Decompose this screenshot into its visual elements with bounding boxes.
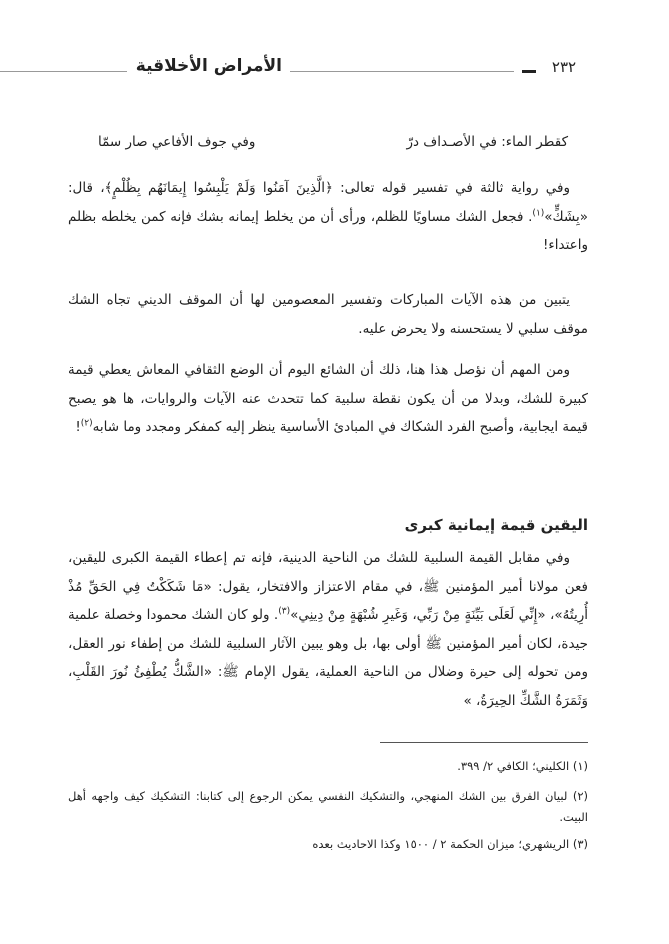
footnote: (٣) الريشهري؛ ميزان الحكمة ٢ / ١٥٠٠ وكذا الاحاديث بعده [312, 837, 588, 851]
poem-hemistich-second: وفي جوف الأفاعي صار سمّا [98, 134, 256, 150]
paragraph-text-cont: ! [75, 419, 81, 435]
footnote-separator [380, 742, 588, 743]
poem-verse [68, 128, 588, 156]
header-rule-left [0, 71, 127, 72]
paragraph-text: وفي رواية ثالثة في تفسير قوله تعالى: ﴿الَّذِينَ آمَنُوا وَلَمْ يَلْبِسُوا إِيمَانَهُم بِظُلْمٍ﴾، قال: «بِشَكٍّ» [68, 180, 588, 225]
footnote-ref: (٢) [80, 418, 93, 429]
footnote: (١) الكليني؛ الكافي ٢/ ٣٩٩. [457, 759, 588, 773]
paragraph [68, 286, 588, 343]
section-heading: اليقين قيمة إيمانية كبرى [404, 516, 588, 534]
poem-hemistich-first: كقطر الماء: في الأصـداف درّ [406, 134, 568, 150]
paragraph [68, 356, 588, 442]
paragraph [68, 174, 588, 260]
paragraph-text: يتبين من هذه الآيات المباركات وتفسير المعصومين لها أن الموقف الديني تجاه الشك موقف سلبي لا يستحسنه ولا يحرض عليه. [68, 292, 588, 337]
paragraph-text-cont: . ولو كان الشك محمودا وخصلة علمية جيدة، لكان أمير المؤمنين ﷺ أولى بها، بل وهو يبين الآثار السلبية للشك من إطفاء نور العقل، ومن تحوله إلى حيرة وضلال من الناحية العملية، يقول الإمام ﷺ: «الشَّكُّ يُطْفِئُ نُورَ القَلْبِ، وَثَمَرَةُ الشَّكِّ الحِيرَةُ، » [68, 607, 588, 709]
paragraph-text: وفي مقابل القيمة السلبية للشك من الناحية الدينية، فإنه تم إعطاء القيمة الكبرى لليقين، فعن مولانا أمير المؤمنين ﷺ، في مقام الاعتزاز والافتخار، يقول: «مَا شَكَكْتُ فِي الحَقِّ مُذْ أُرِيتُهُ»، «إِنِّي لَعَلَى بَيِّنَةٍ مِنْ رَبِّي، وَغَيرِ شُبْهَةٍ مِنْ دِينِي» [68, 550, 588, 623]
footnote-ref: (٣) [278, 606, 291, 617]
page-number: ٢٣٢ [551, 58, 577, 76]
footnote: (٢) لبيان الفرق بين الشك المنهجي، والتشكيك النفسي يمكن الرجوع إلى كتابنا: التشكيك كيف واجهه أهل البيت. [68, 789, 588, 824]
page-header [0, 54, 669, 84]
running-title: الأمراض الأخلاقية [135, 56, 282, 76]
footnote-ref: (١) [532, 208, 545, 218]
paragraph-text-cont: . فجعل الشك مساويًا للظلم، ورأى أن من يخلط إيمانه بشك فإنه كمن يخلطه بظلم واعتداء! [68, 208, 588, 253]
paragraph [68, 544, 588, 715]
paragraph-text: ومن المهم أن نؤصل هذا هنا، ذلك أن الشائع اليوم أن الوضع الثقافي المعاش يعطي قيمة كبيرة للشك، وبدلا من أن يكون نقطة سلبية كما تتحدث عنه الآيات والروايات، ها هو يصبح قيمة ايجابية، وأصبح الفرد الشكاك في المبادئ الأساسية ينظر إليه كمفكر ومجدد وما شابه [68, 362, 588, 435]
header-rule-middle [290, 71, 514, 72]
header-dash [522, 70, 536, 73]
